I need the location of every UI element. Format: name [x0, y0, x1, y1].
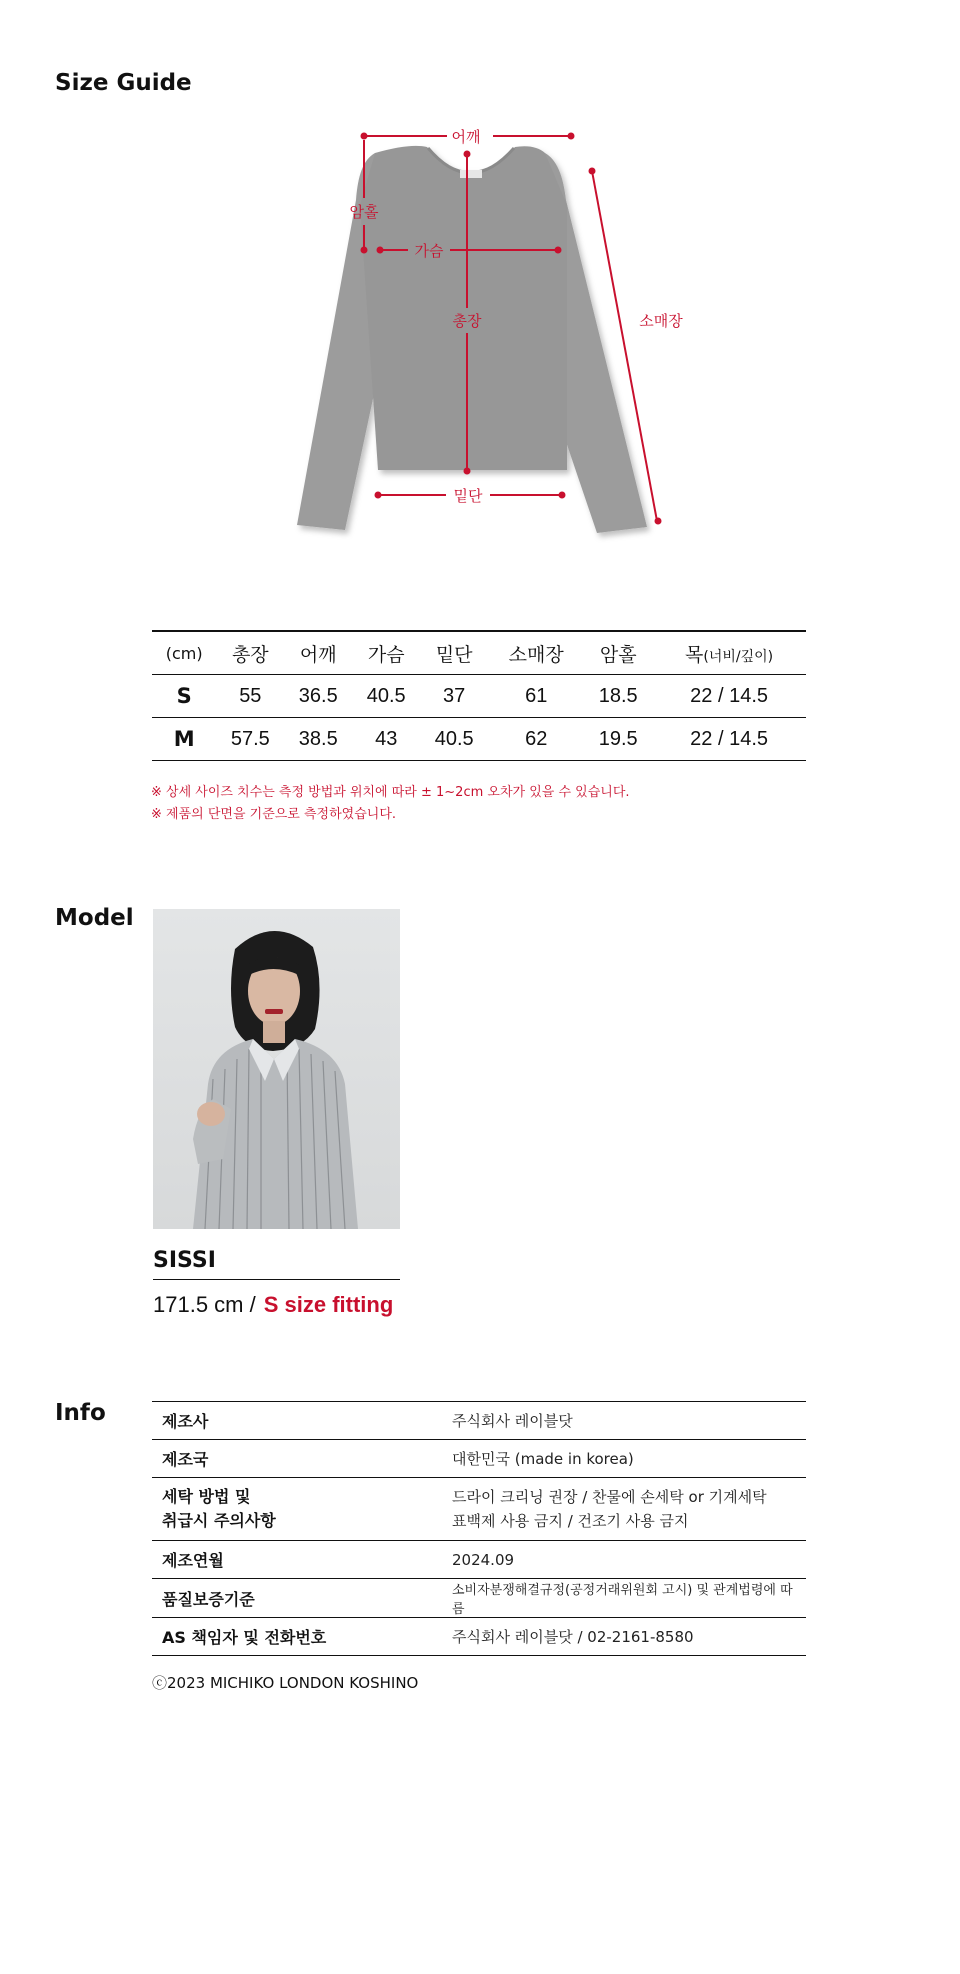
info-key-line: 취급시 주의사항 [162, 1511, 276, 1530]
header-armhole: 암홀 [599, 643, 637, 666]
info-value: 주식회사 레이블닷 [452, 1412, 573, 1430]
table-cell: 40.5 [434, 727, 474, 750]
size-table-header-row [152, 631, 806, 675]
table-row [152, 675, 806, 718]
label-chest: 가슴 [414, 242, 444, 260]
table-cell: 36.5 [298, 684, 338, 707]
table-cell: 38.5 [298, 727, 338, 750]
info-value-line: 표백제 사용 금지 / 건조기 사용 금지 [452, 1512, 689, 1530]
neck-label: 목 [685, 643, 704, 666]
table-cell: 55 [239, 684, 262, 707]
note-item: ※ 상세 사이즈 치수는 측정 방법과 위치에 따라 ± 1~2cm 오차가 있을 수 있습니다. [151, 785, 630, 800]
info-row-care [152, 1478, 806, 1541]
size-diagram [0, 0, 960, 560]
table-cell: 22 / 14.5 [690, 684, 769, 707]
size-notes [151, 782, 630, 826]
info-value: 소비자분쟁해결규정(공정거래위원회 고시) 및 관계법령에 따름 [452, 1583, 793, 1617]
table-row [152, 718, 806, 761]
model-title: Model [55, 905, 134, 931]
label-hem: 밑단 [453, 487, 483, 505]
table-cell: 40.5 [366, 684, 406, 707]
label-shoulder: 어깨 [451, 128, 481, 146]
info-row-origin [152, 1440, 806, 1478]
label-armhole: 암홀 [349, 203, 379, 221]
size-table [152, 630, 806, 761]
table-cell: 19.5 [598, 727, 638, 750]
label-length: 총장 [452, 312, 482, 330]
info-value [442, 1478, 806, 1541]
info-table [152, 1401, 806, 1656]
label-sleeve: 소매장 [639, 312, 683, 330]
header-length: 총장 [231, 643, 269, 666]
info-key [152, 1478, 442, 1541]
model-fit [153, 1292, 393, 1318]
info-value: 2024.09 [452, 1550, 515, 1569]
table-cell: 22 / 14.5 [690, 727, 769, 750]
copyright: ⓒ2023 MICHIKO LONDON KOSHINO [152, 1674, 419, 1692]
info-row-date [152, 1541, 806, 1579]
model-name: SISSI [153, 1248, 400, 1280]
model-photo-illustration [153, 909, 400, 1229]
table-cell: 43 [375, 727, 398, 750]
table-cell: 37 [443, 684, 466, 707]
info-key: 제조사 [162, 1412, 209, 1431]
info-value: 주식회사 레이블닷 / 02-2161-8580 [452, 1628, 694, 1646]
header-neck [652, 631, 806, 675]
header-hem: 밑단 [435, 643, 473, 666]
info-title: Info [55, 1400, 106, 1426]
info-key: 제조국 [162, 1450, 209, 1469]
info-row-manufacturer [152, 1402, 806, 1440]
size-label: S [176, 684, 192, 708]
header-shoulder: 어깨 [299, 643, 337, 666]
header-sleeve: 소매장 [508, 643, 564, 666]
model-fitting-size: S size fitting [263, 1292, 394, 1317]
unit-header: (cm) [165, 643, 203, 663]
neck-sub-label: (너비/깊이) [703, 648, 774, 665]
table-cell: 61 [525, 684, 548, 707]
info-row-warranty [152, 1579, 806, 1618]
info-value: 대한민국 (made in korea) [452, 1450, 634, 1468]
model-photo [153, 909, 400, 1229]
header-chest: 가슴 [367, 643, 405, 666]
info-key: 품질보증기준 [162, 1589, 255, 1609]
info-key: 제조연월 [162, 1551, 224, 1570]
size-guide-title: Size Guide [55, 70, 192, 96]
table-cell: 57.5 [230, 727, 270, 750]
note-item: ※ 제품의 단면을 기준으로 측정하였습니다. [151, 807, 397, 822]
table-cell: 18.5 [598, 684, 638, 707]
info-row-as-contact [152, 1618, 806, 1656]
info-key-line: 세탁 방법 및 [162, 1487, 251, 1506]
size-label: M [173, 727, 195, 751]
model-height: 171.5 cm / [153, 1292, 256, 1317]
info-value-line: 드라이 크리닝 권장 / 찬물에 손세탁 or 기계세탁 [452, 1488, 767, 1506]
info-key: AS 책임자 및 전화번호 [162, 1628, 327, 1647]
table-cell: 62 [525, 727, 548, 750]
